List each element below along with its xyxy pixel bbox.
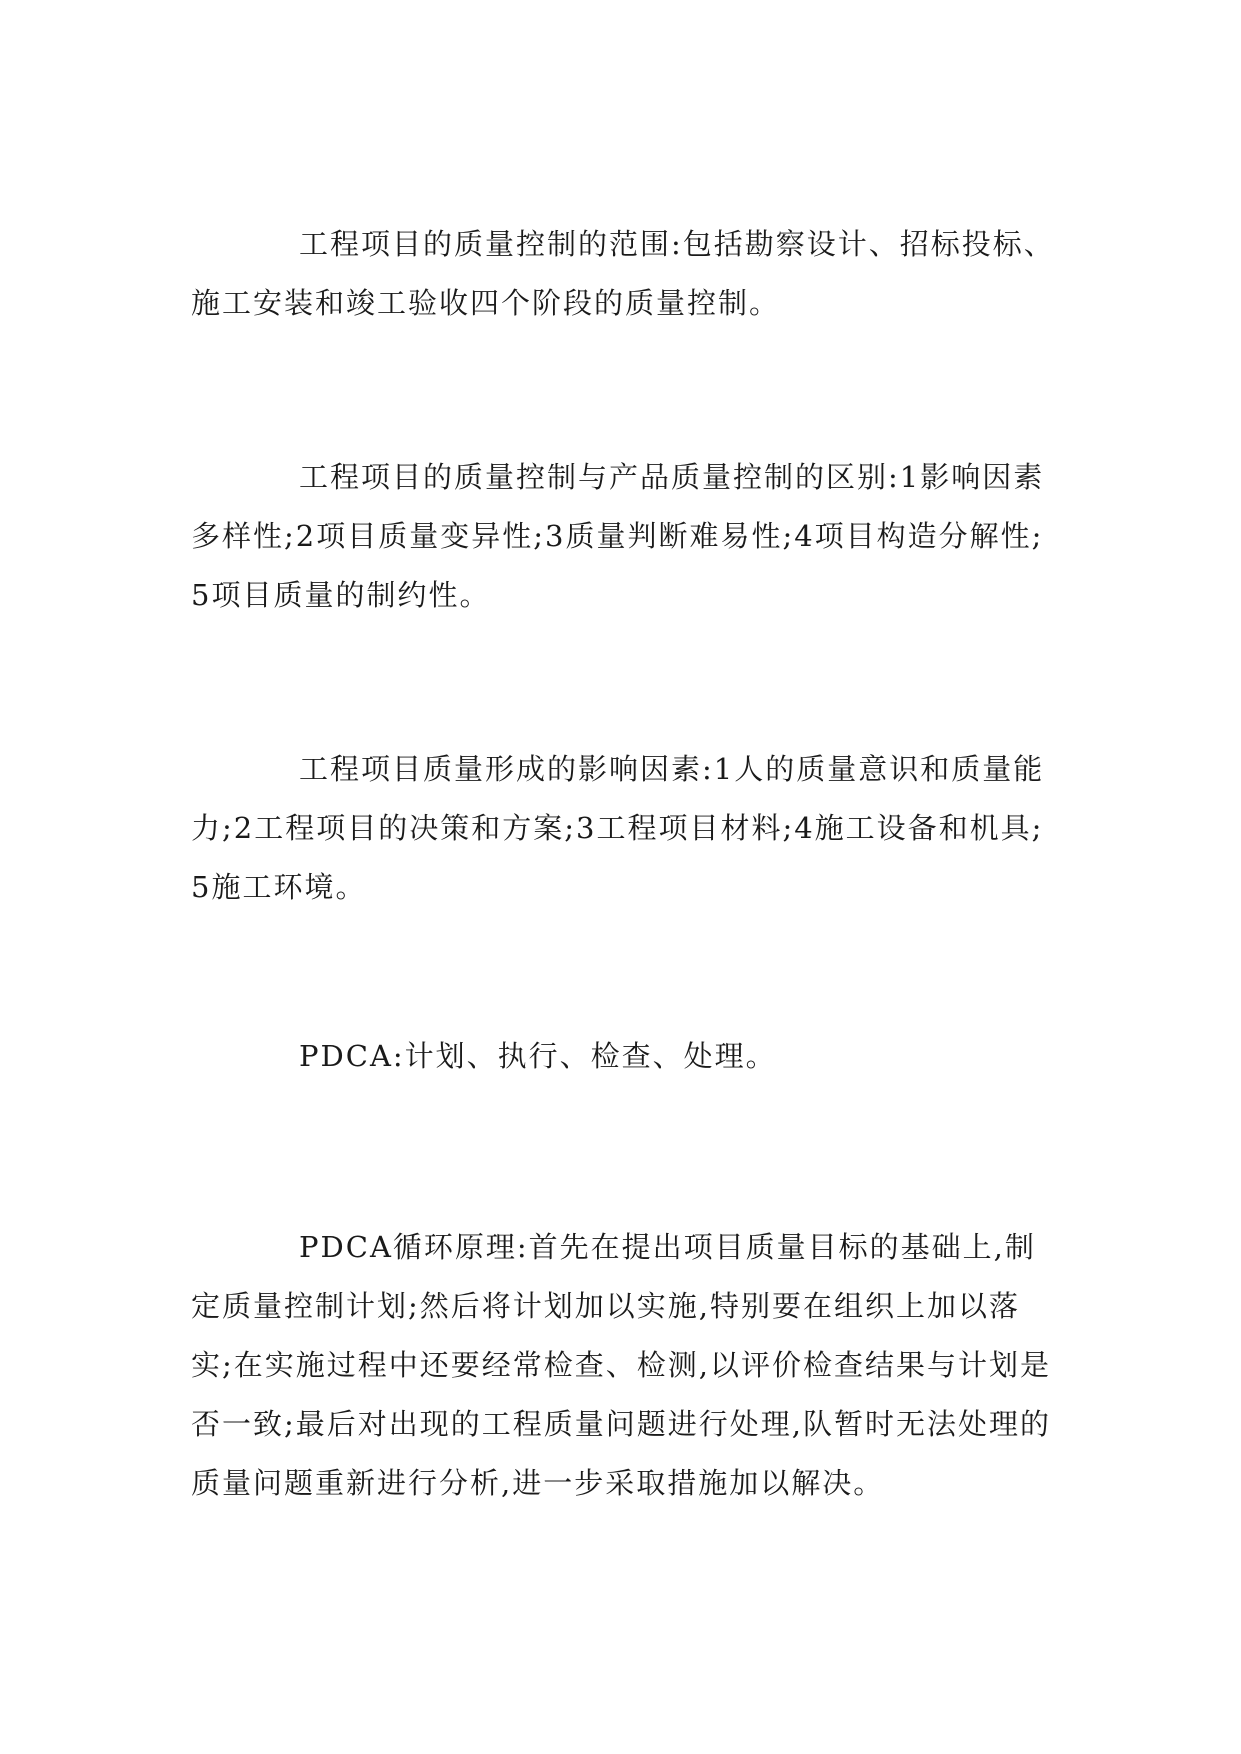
paragraph-quality-control-scope: 工程项目的质量控制的范围:包括勘察设计、招标投标、施工安装和竣工验收四个阶段的质量控制。 xyxy=(191,227,1055,320)
paragraph-quality-influence-factors: 工程项目质量形成的影响因素:1人的质量意识和质量能力;2工程项目的决策和方案;3工程项目材料;4施工设备和机具;5施工环境。 xyxy=(191,752,1045,904)
paragraph-quality-control-difference: 工程项目的质量控制与产品质量控制的区别:1影响因素多样性;2项目质量变异性;3质量判断难易性;4项目构造分解性;5项目质量的制约性。 xyxy=(191,460,1045,612)
paragraph-pdca-definition: PDCA:计划、执行、检查、处理。 xyxy=(299,1039,777,1073)
paragraph-pdca-cycle-principle: PDCA循环原理:首先在提出项目质量目标的基础上,制定质量控制计划;然后将计划加以实施,特别要在组织上加以落实;在实施过程中还要经常检查、检测,以评价检查结果与计划是否一致;最后对出现的工程质量问题进行处理,队暂时无法处理的质量问题重新进行分析,进一步采取措施加以解决。 xyxy=(191,1230,1051,1500)
